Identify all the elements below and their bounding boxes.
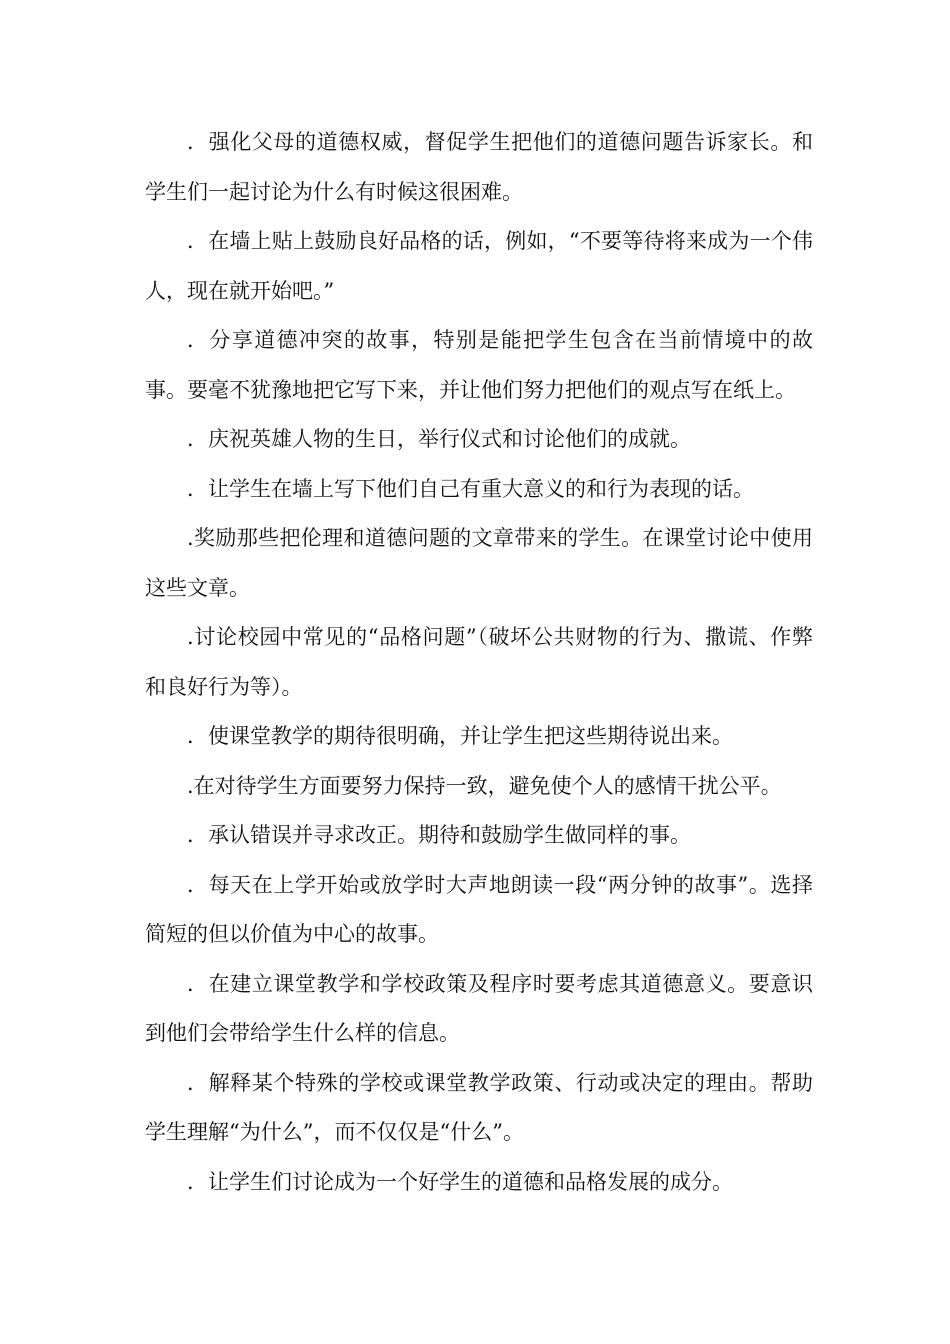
paragraph-6: .奖励那些把伦理和道德问题的文章带来的学生。在课堂讨论中使用这些文章。: [145, 526, 813, 600]
paragraph-12: ．在建立课堂教学和学校政策及程序时要考虑其道德意义。要意识到他们会带给学生什么样的信息。: [145, 971, 813, 1045]
paragraph-9: .在对待学生方面要努力保持一致，避免使个人的感情干扰公平。: [187, 773, 782, 798]
paragraph-4: ．庆祝英雄人物的生日，举行仪式和讨论他们的成就。: [187, 427, 691, 451]
paragraph-11: ．每天在上学开始或放学时大声地朗读一段“两分钟的故事”。选择简短的但以价值为中心的故事。: [145, 872, 813, 946]
paragraph-1: ．强化父母的道德权威，督促学生把他们的道德问题告诉家长。和学生们一起讨论为什么有时候这很困难。: [145, 130, 813, 204]
paragraph-2: ．在墙上贴上鼓励良好品格的话，例如，“不要等待将来成为一个伟人，现在就开始吧。”: [145, 229, 813, 303]
paragraph-8: ．使课堂教学的期待很明确，并让学生把这些期待说出来。: [187, 724, 733, 748]
paragraph-13: ．解释某个特殊的学校或课堂教学政策、行动或决定的理由。帮助学生理解“为什么”，而不仅仅是“什么”。: [145, 1070, 813, 1144]
document-body: [145, 118, 813, 1207]
paragraph-14: ．让学生们讨论成为一个好学生的道德和品格发展的成分。: [187, 1169, 733, 1194]
paragraph-5: ．让学生在墙上写下他们自己有重大意义的和行为表现的话。: [187, 476, 754, 501]
paragraph-3: ．分享道德冲突的故事，特别是能把学生包含在当前情境中的故事。要毫不犹豫地把它写下来，并让他们努力把他们的观点写在纸上。: [145, 328, 813, 402]
paragraph-10: ．承认错误并寻求改正。期待和鼓励学生做同样的事。: [187, 823, 691, 847]
paragraph-7: .讨论校园中常见的“品格问题”（破坏公共财物的行为、撒谎、作弊和良好行为等）。: [145, 625, 813, 699]
